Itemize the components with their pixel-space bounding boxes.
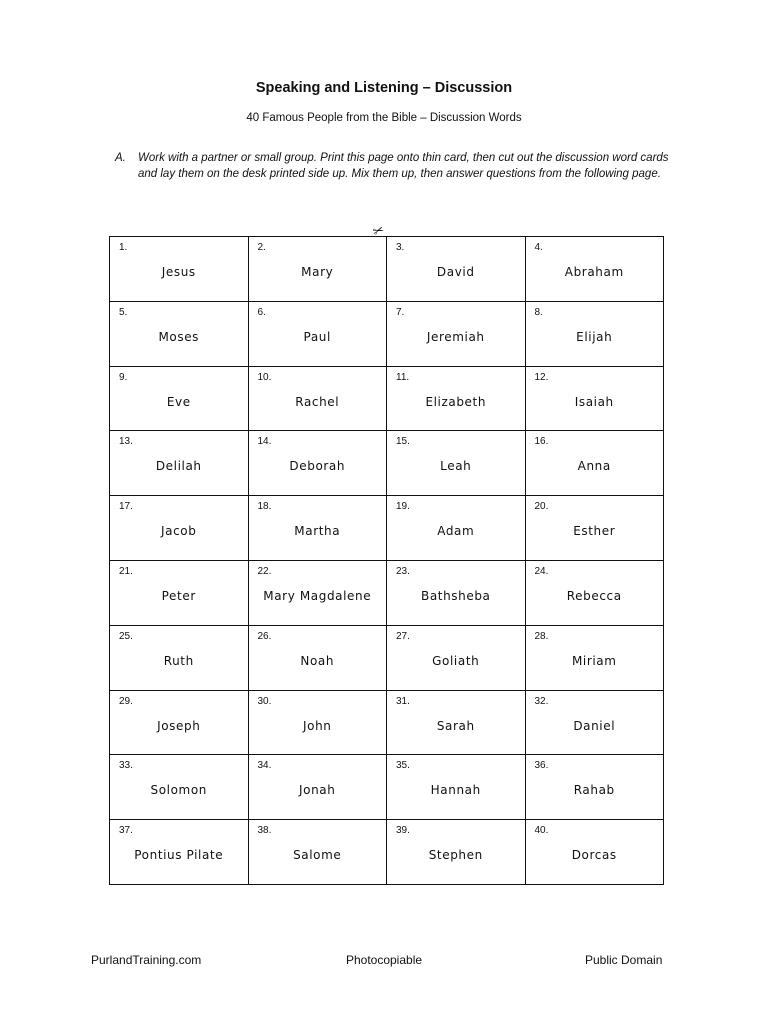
card-word: Mary xyxy=(301,265,334,279)
card-row xyxy=(110,755,664,820)
card-number: 22. xyxy=(257,565,272,577)
card-word: Dorcas xyxy=(571,848,617,863)
scissors-icon: ✂ xyxy=(370,221,387,240)
word-card xyxy=(525,301,664,366)
word-card xyxy=(387,755,526,820)
card-row xyxy=(110,496,664,561)
card-word: Bathsheba xyxy=(420,588,491,603)
word-card xyxy=(110,755,249,820)
word-card xyxy=(387,496,526,561)
card-number: 5. xyxy=(119,306,128,318)
card-number: 2. xyxy=(257,242,266,253)
footer-license: Public Domain xyxy=(585,953,663,967)
card-number: 14. xyxy=(257,436,272,448)
card-row xyxy=(110,625,664,690)
word-card xyxy=(248,560,387,625)
card-word: Hannah xyxy=(430,783,481,798)
word-card xyxy=(110,625,249,690)
card-word: Ruth xyxy=(163,653,194,668)
card-word: Noah xyxy=(300,653,335,668)
word-card xyxy=(110,431,249,496)
word-card-grid xyxy=(109,236,664,885)
card-number: 13. xyxy=(119,436,133,448)
card-number: 8. xyxy=(534,306,543,318)
card-word: Leah xyxy=(440,459,472,474)
word-card xyxy=(248,301,387,366)
card-word: Esther xyxy=(573,524,616,539)
card-word: Daniel xyxy=(573,718,616,733)
word-card xyxy=(525,820,664,885)
card-word: Mary Magdalene xyxy=(263,588,372,603)
card-word: Delilah xyxy=(155,459,202,474)
card-number: 37. xyxy=(119,825,133,837)
card-number: 9. xyxy=(119,371,128,383)
footer-photocopiable: Photocopiable xyxy=(345,953,423,967)
card-number: 23. xyxy=(396,565,410,577)
word-card xyxy=(110,690,249,755)
card-word: Martha xyxy=(294,524,341,539)
word-card xyxy=(248,496,387,561)
card-word: Abraham xyxy=(564,265,624,279)
card-row xyxy=(110,237,664,302)
card-word: Joseph xyxy=(157,718,201,733)
card-number: 30. xyxy=(257,695,272,707)
word-card xyxy=(110,496,249,561)
word-card xyxy=(248,690,387,755)
word-card xyxy=(248,431,387,496)
word-card xyxy=(110,301,249,366)
card-word: Moses xyxy=(158,329,200,344)
word-card xyxy=(110,560,249,625)
instruction-text: Work with a partner or small group. Print this page onto thin card, then cut out the discussion word cards and lay them on the desk printed side up. Mix them up, then answer questions from the following page. xyxy=(138,152,669,180)
word-card xyxy=(525,755,664,820)
card-number: 20. xyxy=(534,501,549,513)
card-word: Miriam xyxy=(571,653,617,668)
card-number: 35. xyxy=(396,760,410,772)
word-card xyxy=(110,366,249,431)
word-card xyxy=(387,625,526,690)
card-word: Pontius Pilate xyxy=(134,848,224,863)
word-card xyxy=(248,755,387,820)
card-row xyxy=(110,690,664,755)
card-number: 19. xyxy=(396,501,410,513)
card-number: 21. xyxy=(119,565,133,577)
card-word: Elizabeth xyxy=(425,394,487,409)
footer-website: PurlandTraining.com xyxy=(91,953,202,967)
card-number: 25. xyxy=(119,630,133,642)
card-word: Sarah xyxy=(436,718,475,733)
card-row xyxy=(110,820,664,885)
card-word: David xyxy=(436,265,475,279)
card-number: 6. xyxy=(257,306,266,318)
word-card xyxy=(248,820,387,885)
card-word: Jonah xyxy=(299,783,336,798)
card-word: Salome xyxy=(293,848,342,863)
card-number: 32. xyxy=(534,695,549,707)
card-number: 29. xyxy=(119,695,133,707)
card-number: 34. xyxy=(257,760,272,772)
page-title: Speaking and Listening – Discussion xyxy=(255,80,513,96)
word-card xyxy=(110,820,249,885)
card-word: Jeremiah xyxy=(426,329,485,344)
card-number: 40. xyxy=(534,825,549,837)
word-card xyxy=(248,366,387,431)
card-number: 1. xyxy=(119,242,128,253)
card-number: 38. xyxy=(257,825,272,837)
word-card xyxy=(525,690,664,755)
card-row xyxy=(110,431,664,496)
word-card xyxy=(387,820,526,885)
card-word: Eve xyxy=(166,394,191,409)
card-number: 26. xyxy=(257,630,272,642)
card-number: 24. xyxy=(534,565,549,577)
card-word: Elijah xyxy=(576,329,613,344)
word-card xyxy=(525,496,664,561)
card-word: Jacob xyxy=(161,524,197,539)
card-number: 36. xyxy=(534,760,549,772)
card-word: Anna xyxy=(577,459,611,474)
word-card xyxy=(387,366,526,431)
card-word: Paul xyxy=(303,329,331,344)
card-number: 27. xyxy=(396,630,410,642)
card-number: 33. xyxy=(119,760,133,772)
card-word: Peter xyxy=(161,588,196,603)
word-card xyxy=(248,625,387,690)
word-card xyxy=(110,237,249,302)
card-row xyxy=(110,560,664,625)
word-card xyxy=(387,690,526,755)
card-number: 16. xyxy=(534,436,549,448)
word-card xyxy=(387,431,526,496)
word-card xyxy=(525,366,664,431)
card-word: Rachel xyxy=(295,394,340,409)
card-number: 11. xyxy=(396,371,410,383)
card-number: 28. xyxy=(534,630,549,642)
card-number: 18. xyxy=(257,501,272,513)
word-card xyxy=(387,560,526,625)
word-card xyxy=(525,560,664,625)
card-number: 4. xyxy=(534,242,543,253)
card-word: Jesus xyxy=(161,265,196,279)
card-number: 3. xyxy=(396,242,405,253)
card-word: Deborah xyxy=(289,459,346,474)
card-word: Solomon xyxy=(150,783,207,798)
card-number: 7. xyxy=(396,306,405,318)
card-number: 31. xyxy=(396,695,410,707)
card-number: 17. xyxy=(119,501,133,513)
card-number: 12. xyxy=(534,371,549,383)
card-word: Adam xyxy=(437,524,475,539)
card-word: Rebecca xyxy=(566,588,622,603)
card-row xyxy=(110,366,664,431)
word-card xyxy=(525,431,664,496)
instruction-marker: A. xyxy=(115,152,126,164)
card-row xyxy=(110,301,664,366)
card-word: Goliath xyxy=(432,653,480,668)
card-word: John xyxy=(303,718,332,733)
card-number: 10. xyxy=(257,371,272,383)
page-subtitle: 40 Famous People from the Bible – Discussion Words xyxy=(246,112,522,124)
card-word: Isaiah xyxy=(574,394,614,409)
card-number: 39. xyxy=(396,825,410,837)
card-number: 15. xyxy=(396,436,410,448)
card-word: Rahab xyxy=(573,783,615,798)
word-card xyxy=(248,237,387,302)
word-card xyxy=(387,301,526,366)
card-word: Stephen xyxy=(428,848,483,863)
word-card xyxy=(525,625,664,690)
word-card xyxy=(387,237,526,302)
word-card xyxy=(525,237,664,302)
